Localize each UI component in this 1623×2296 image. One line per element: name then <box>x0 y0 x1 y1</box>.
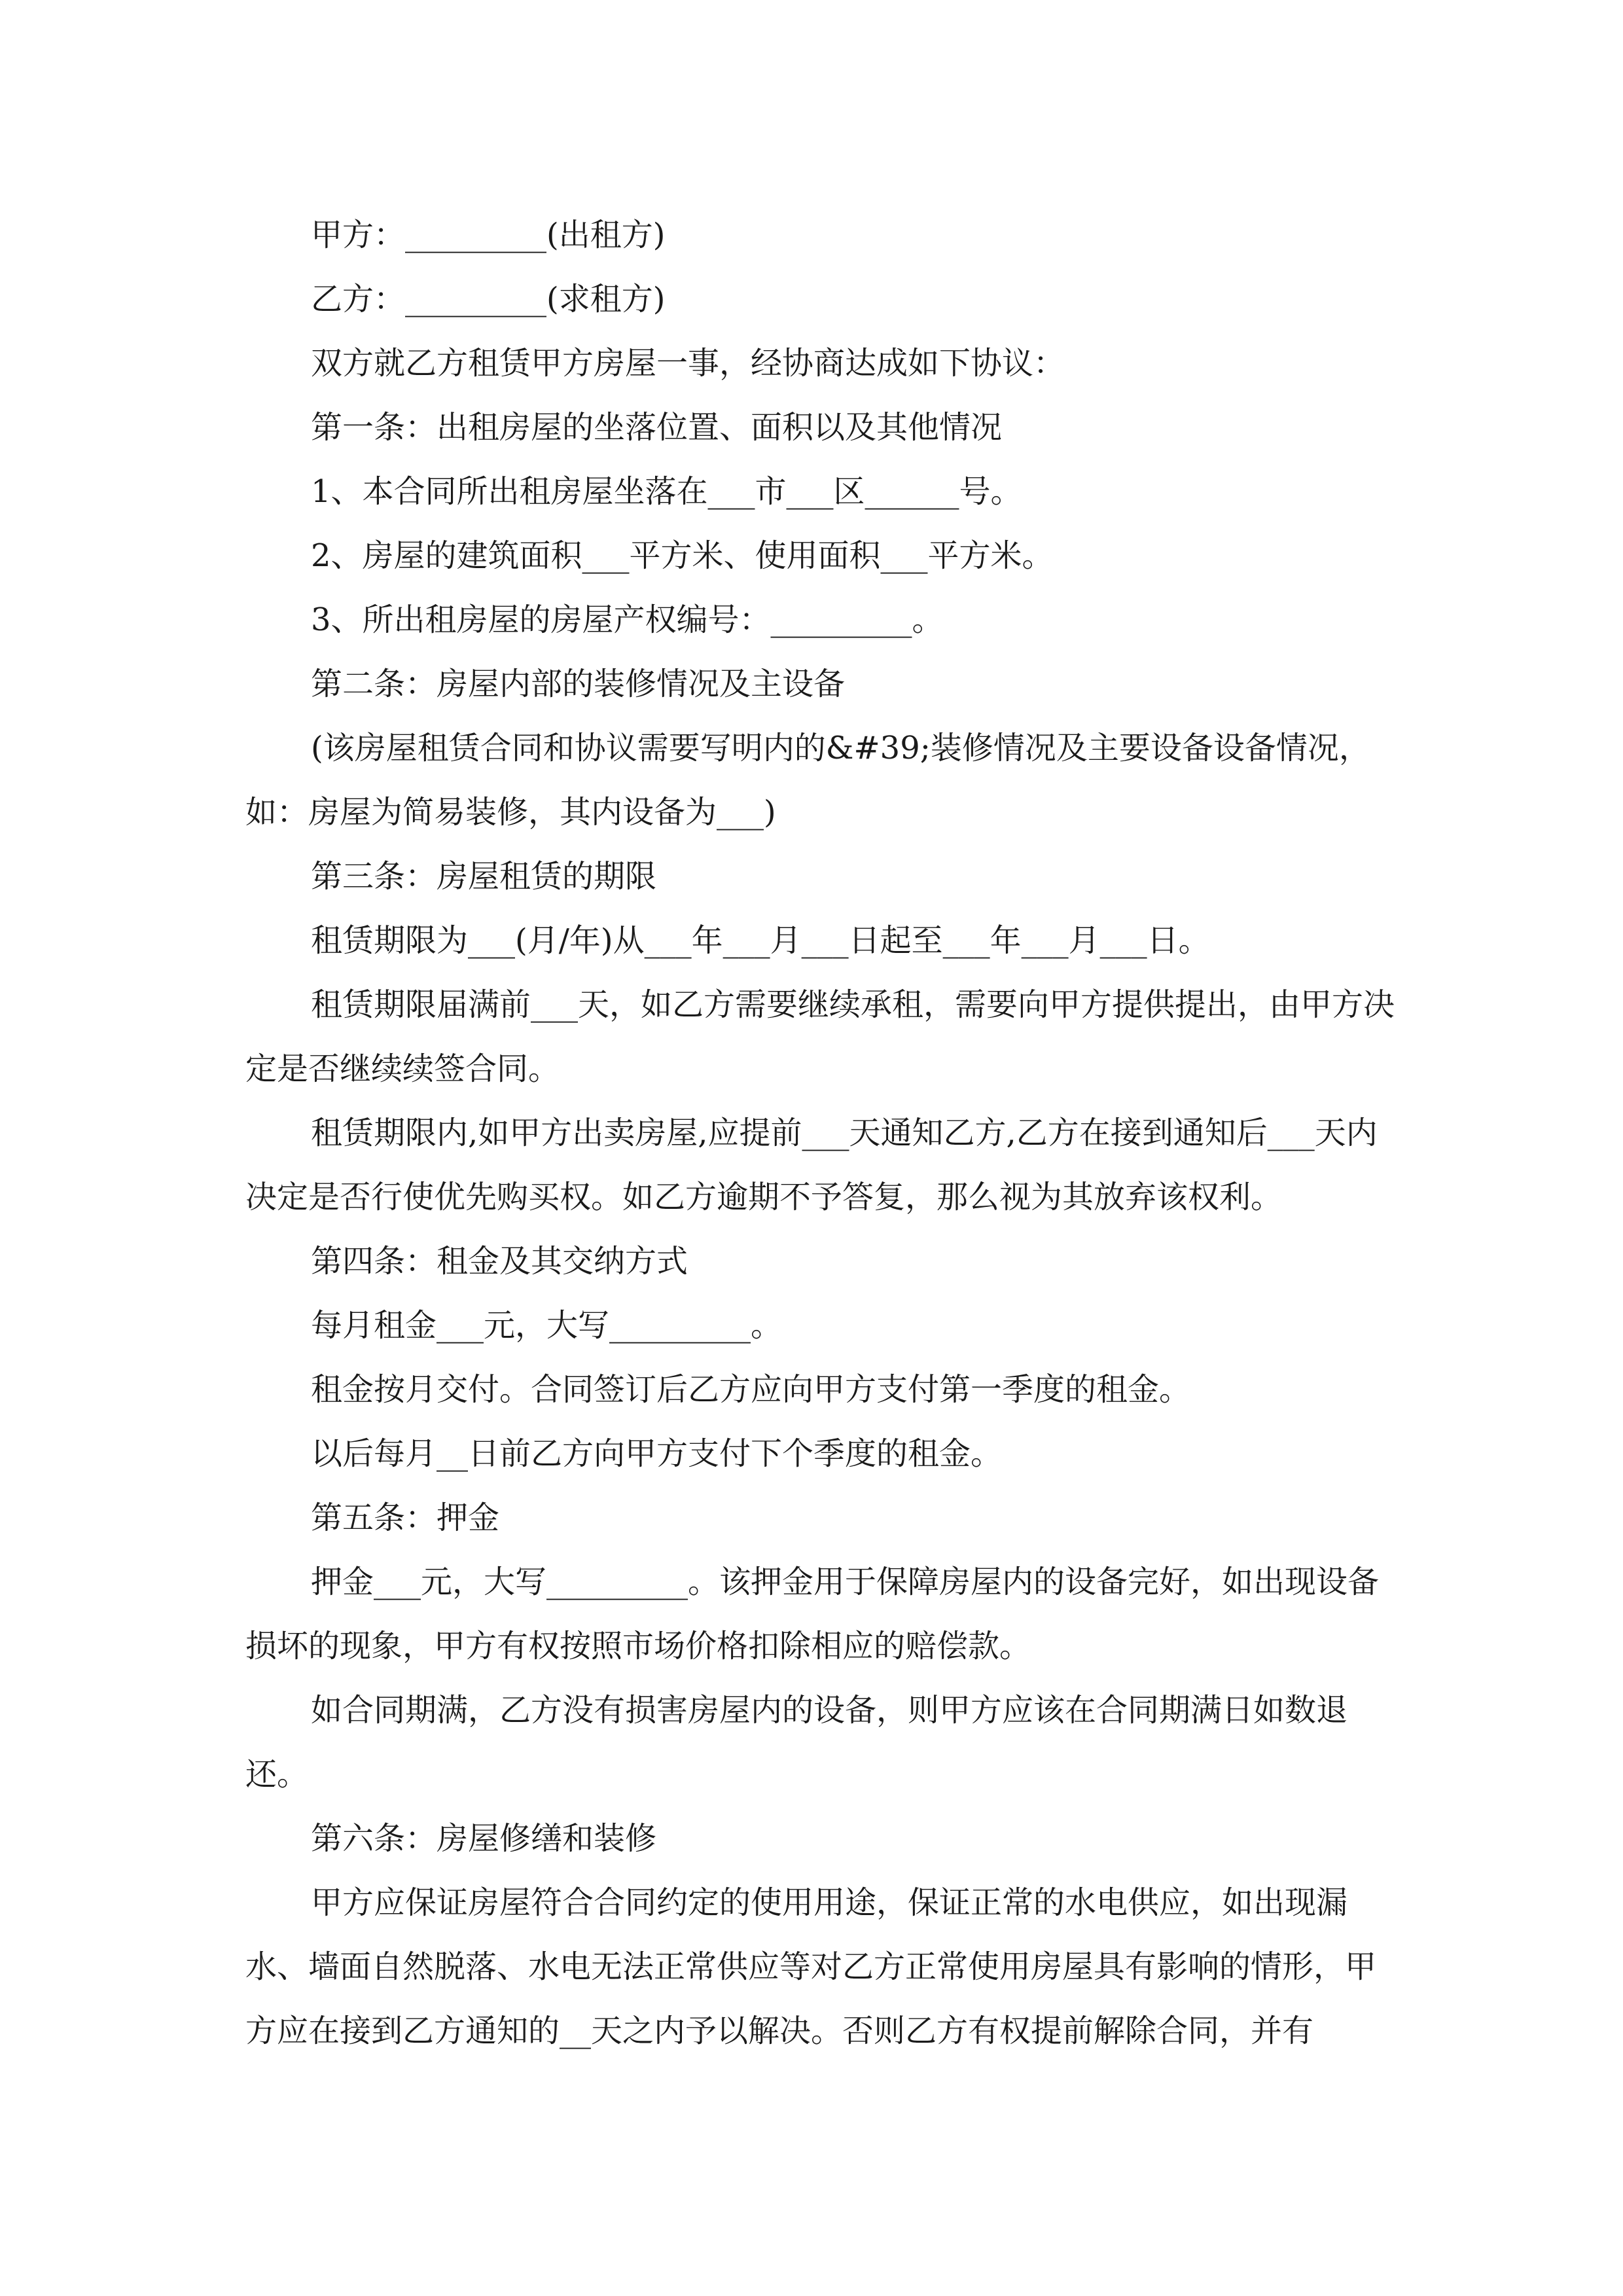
article-6-heading: 第六条：房屋修缮和装修 <box>311 1820 657 1857</box>
article-1-item-2: 2、房屋的建筑面积___平方米、使用面积___平方米。 <box>311 537 1054 574</box>
article-1-item-3: 3、所出租房屋的房屋产权编号：_________。 <box>311 601 944 638</box>
document-body <box>245 203 1404 2063</box>
monthly-rent-line: 每月租金___元，大写_________。 <box>311 1307 783 1344</box>
repair-paragraph: 甲方应保证房屋符合合同约定的使用用途，保证正常的水电供应，如出现漏水、墙面自然脱落、水电无法正常供应等对乙方正常使用房屋具有影响的情形，甲方应在接到乙方通知的__天之内予以解决。否则乙方有权提前解除合同，并有 <box>245 1884 1377 2049</box>
article-2-note: (该房屋租赁合同和协议需要写明内的&#39;装修情况及主要设备设备情况，如：房屋为简易装修，其内设备为___) <box>245 730 1370 831</box>
article-1-heading: 第一条：出租房屋的坐落位置、面积以及其他情况 <box>311 409 1003 446</box>
article-5-heading: 第五条：押金 <box>311 1499 500 1536</box>
article-4-heading: 第四条：租金及其交纳方式 <box>311 1243 688 1280</box>
article-1-item-1: 1、本合同所出租房屋坐落在___市___区______号。 <box>311 473 1022 510</box>
rent-schedule-line: 以后每月__日前乙方向甲方支付下个季度的租金。 <box>311 1435 1003 1472</box>
party-b-line: 乙方：_________(求租方) <box>311 281 666 317</box>
priority-purchase-paragraph: 租赁期限内,如甲方出卖房屋,应提前___天通知乙方,乙方在接到通知后___天内决定是否行使优先购买权。如乙方逾期不予答复，那么视为其放弃该权利。 <box>245 1115 1378 1215</box>
agreement-intro: 双方就乙方租赁甲方房屋一事，经协商达成如下协议： <box>311 345 1065 382</box>
rent-payment-line: 租金按月交付。合同签订后乙方应向甲方支付第一季度的租金。 <box>311 1371 1191 1408</box>
lease-term-line: 租赁期限为___(月/年)从___年___月___日起至___年___月___日。 <box>311 922 1210 959</box>
lease-renewal-paragraph: 租赁期限届满前___天，如乙方需要继续承租，需要向甲方提供提出，由甲方决定是否继续续签合同。 <box>245 986 1395 1087</box>
article-3-heading: 第三条：房屋租赁的期限 <box>311 858 657 895</box>
article-2-heading: 第二条：房屋内部的装修情况及主设备 <box>311 666 846 702</box>
deposit-refund-paragraph: 如合同期满，乙方没有损害房屋内的设备，则甲方应该在合同期满日如数退还。 <box>245 1692 1348 1793</box>
party-a-line: 甲方：_________(出租方) <box>311 217 666 253</box>
deposit-paragraph: 押金___元，大写_________。该押金用于保障房屋内的设备完好，如出现设备损坏的现象，甲方有权按照市场价格扣除相应的赔偿款。 <box>245 1564 1380 1664</box>
